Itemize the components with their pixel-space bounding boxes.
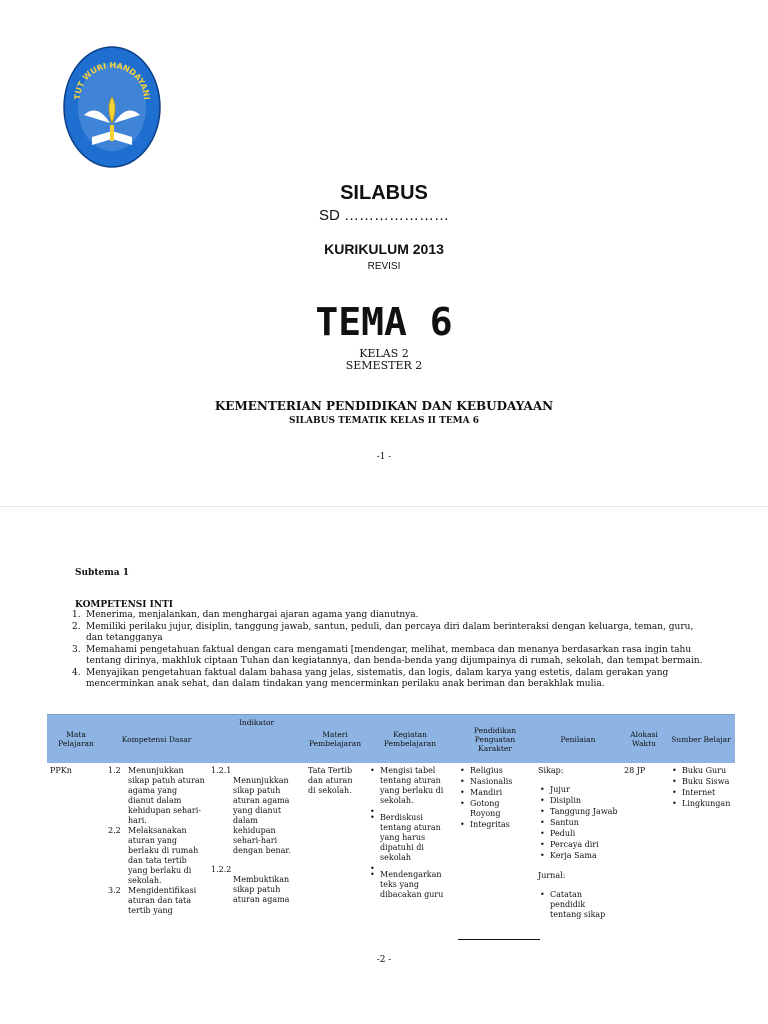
cell-materi: Tata Tertib dan aturan di sekolah. bbox=[308, 766, 353, 795]
cell-kegiatan bbox=[365, 763, 455, 946]
list-item: • Buku Siswa bbox=[670, 777, 732, 787]
header-indikator: Indikator bbox=[208, 715, 305, 764]
list-item: • Disiplin bbox=[538, 796, 618, 806]
ki-number: 4. bbox=[72, 667, 81, 678]
ki-text: Menyajikan pengetahuan faktual dalam bahasa yang jelas, sistematis, dan logis, dalam karya yang estetis, dalam gerakan yang mencerminkan anak sehat, dan dalam tindakan yang mencerminkan perilaku anak beriman dan berakhlak mulia. bbox=[86, 667, 669, 689]
kd-number: 2.2 bbox=[108, 826, 121, 835]
kd-text: Melaksanakan aturan yang berlaku di rumah dan tata tertib yang berlaku di sekolah. bbox=[128, 826, 199, 885]
document-subtitle: SILABUS TEMATIK KELAS II TEMA 6 bbox=[288, 416, 480, 426]
header-kegiatan: Kegiatan Pembelajaran bbox=[365, 715, 455, 764]
indikator-text: Membuktikan sikap patuh aturan agama bbox=[233, 875, 290, 904]
list-item: • Kerja Sama bbox=[538, 851, 618, 861]
table-header-row bbox=[47, 715, 735, 764]
kd-item bbox=[108, 826, 205, 886]
document-title: SILABUS bbox=[340, 182, 428, 204]
grade-label: KELAS 2 bbox=[359, 347, 409, 360]
jurnal-label: Jurnal: bbox=[538, 871, 566, 880]
header-karakter: Pendidikan Penguatan Karakter bbox=[455, 715, 535, 764]
subtema-heading: Subtema 1 bbox=[75, 568, 129, 578]
school-name: SD ………………… bbox=[318, 207, 449, 224]
revision-label: REVISI bbox=[367, 261, 401, 272]
cell-alokasi: 28 JP bbox=[624, 766, 646, 775]
list-item: • Mandiri bbox=[458, 788, 532, 798]
indikator-code: 1.2.1 bbox=[211, 766, 232, 775]
ministry-name: KEMENTERIAN PENDIDIKAN DAN KEBUDAYAAN bbox=[214, 399, 554, 413]
cell-kd bbox=[105, 763, 208, 946]
list-item: • Santun bbox=[538, 818, 618, 828]
ki-number: 3. bbox=[72, 644, 81, 655]
sikap-list bbox=[538, 785, 618, 861]
kd-number: 3.2 bbox=[108, 886, 121, 895]
sikap-label: Sikap: bbox=[538, 766, 564, 775]
list-item: • Peduli bbox=[538, 829, 618, 839]
list-item: • Percaya diri bbox=[538, 840, 618, 850]
svg-text:TUT WURI HANDAYANI: TUT WURI HANDAYANI bbox=[72, 60, 152, 101]
list-item: • Buku Guru bbox=[670, 766, 732, 776]
list-item: • Mendengarkan teks yang dibacakan guru bbox=[368, 870, 452, 900]
list-item: • Religius bbox=[458, 766, 532, 776]
list-item: • Catatan pendidik tentang sikap bbox=[538, 890, 618, 920]
ki-number: 2. bbox=[72, 621, 81, 632]
cell-karakter bbox=[455, 763, 535, 946]
list-item: • Jujur bbox=[538, 785, 618, 795]
ki-text: Menerima, menjalankan, dan menghargai ajaran agama yang dianutnya. bbox=[86, 610, 419, 620]
header-penilaian: Penilaian bbox=[535, 715, 621, 764]
list-item: • Mengisi tabel tentang aturan yang berlaku di sekolah. bbox=[368, 766, 452, 806]
karakter-list bbox=[458, 766, 532, 830]
cell-underline bbox=[458, 939, 540, 940]
ki-item bbox=[72, 668, 712, 691]
ki-number: 1. bbox=[72, 610, 81, 620]
page-number-2: -2 - bbox=[376, 955, 392, 965]
ki-list bbox=[72, 610, 712, 691]
ki-heading: KOMPETENSI INTI bbox=[75, 600, 173, 610]
kd-text: Menunjukkan sikap patuh aturan agama yang dianut dalam kehidupan sehari-hari. bbox=[128, 766, 205, 825]
list-item: • Gotong Royong bbox=[458, 799, 532, 819]
ki-text: Memahami pengetahuan faktual dengan cara mengamati [mendengar, melihat, membaca dan menanya berdasarkan rasa ingin tahu tentang dirinya, makhluk ciptaan Tuhan dan kegiatannya, dan benda-benda yang dijumpainya di rumah, sekolah, dan tempat bermain. bbox=[86, 644, 703, 666]
header-mapel: Mata Pelajaran bbox=[47, 715, 105, 764]
indikator-text: Menunjukkan sikap patuh aturan agama yang dianut dalam kehidupan sehari-hari dengan benar. bbox=[233, 776, 291, 855]
header-kd: Kompetensi Dasar bbox=[105, 715, 208, 764]
kd-text: Mengidentifikasi aturan dan tata tertib yang bbox=[128, 886, 197, 915]
list-item: • Tanggung Jawab bbox=[538, 807, 618, 817]
table-row bbox=[47, 763, 735, 946]
cell-penilaian bbox=[535, 763, 621, 946]
list-item: • Integritas bbox=[458, 820, 532, 830]
page-divider bbox=[0, 506, 768, 507]
syllabus-table bbox=[47, 714, 735, 946]
curriculum-label: KURIKULUM 2013 bbox=[324, 241, 444, 257]
kegiatan-list bbox=[368, 766, 452, 900]
cell-mapel: PPKn bbox=[50, 766, 72, 775]
header-alokasi: Alokasi Waktu bbox=[621, 715, 667, 764]
header-materi: Materi Pembelajaran bbox=[305, 715, 365, 764]
jurnal-list bbox=[538, 890, 618, 920]
theme-title: TEMA 6 bbox=[315, 300, 453, 344]
indikator-code: 1.2.2 bbox=[211, 865, 232, 874]
tut-wuri-handayani-logo bbox=[62, 45, 162, 175]
list-item: • Nasionalis bbox=[458, 777, 532, 787]
list-item: • Internet bbox=[670, 788, 732, 798]
ki-item bbox=[72, 622, 712, 645]
ki-item bbox=[72, 610, 712, 622]
kd-item bbox=[108, 766, 205, 826]
header-sumber: Sumber Belajar bbox=[667, 715, 735, 764]
cell-indikator bbox=[208, 763, 305, 946]
sumber-list bbox=[670, 766, 732, 809]
kd-number: 1.2 bbox=[108, 766, 121, 775]
kd-item bbox=[108, 886, 205, 916]
semester-label: SEMESTER 2 bbox=[345, 359, 423, 372]
ki-text: Memiliki perilaku jujur, disiplin, tanggung jawab, santun, peduli, dan percaya diri dalam berinteraksi dengan keluarga, teman, guru, dan tetangganya bbox=[86, 621, 694, 643]
ki-item bbox=[72, 645, 712, 668]
list-item: • Lingkungan bbox=[670, 799, 732, 809]
page-number-1: -1 - bbox=[376, 452, 392, 462]
cell-sumber bbox=[667, 763, 735, 946]
list-item: • Berdiskusi tentang aturan yang harus dipatuhi di sekolah bbox=[368, 813, 452, 863]
